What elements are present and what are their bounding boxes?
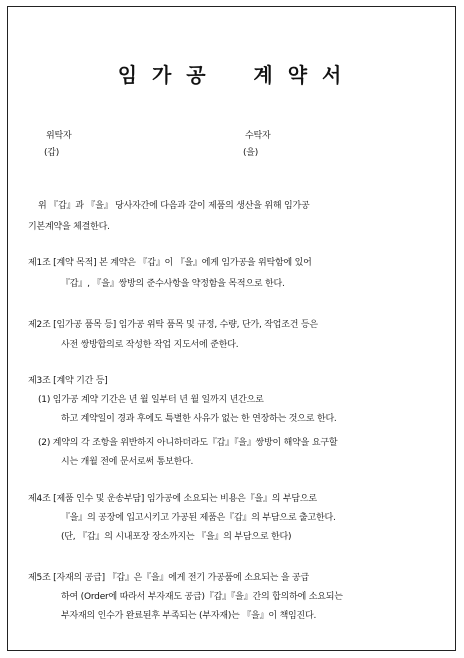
intro-line: 위 『갑』과 『을』 당사자간에 다음과 같이 제품의 생산을 위해 임가공 (38, 201, 310, 211)
contract-page (7, 6, 456, 651)
intro-line: 기본계약을 체결한다. (28, 222, 110, 232)
article-3-clause: (1) 임가공 계약 기간은 년 월 일부터 년 월 일까지 년간으로 (38, 395, 264, 405)
article-3-line: 하고 계약일이 경과 후에도 특별한 사유가 없는 한 연장하는 것으로 한다. (61, 414, 337, 424)
article-1-line: 『갑』, 『을』쌍방의 준수사항을 약정함을 목적으로 한다. (61, 279, 285, 289)
document-title: 임 가 공 계 약 서 (117, 63, 346, 87)
article-5-line: 부자재의 인수가 완료된후 부족되는 (부자재)는 『을』이 책임진다. (61, 611, 317, 621)
article-5-line: 하여 (Order에 따라서 부자재도 공급)『갑』『을』간의 합의하에 소요되는 (61, 592, 343, 602)
article-5-heading: 제5조 [자재의 공급] 『갑』은『을』에게 전기 가공품에 소요되는 을 공급 (28, 573, 309, 583)
article-3-clause: (2) 계약의 각 조항을 위반하지 아니하더라도『갑』『을』쌍방이 해약을 요구할 (38, 438, 338, 448)
article-4-line: (단, 『갑』의 시내포장 장소까지는 『을』의 부담으로 한다) (61, 532, 292, 542)
consignor-tag: (갑) (44, 148, 60, 158)
consignee-tag: (을) (243, 148, 259, 158)
article-3-heading: 제3조 [계약 기간 등] (28, 376, 108, 386)
article-4-heading: 제4조 [제품 인수 및 운송부담] 임가공에 소요되는 비용은『을』의 부담으로 (28, 494, 317, 504)
consignor-label: 위탁자 (46, 131, 72, 141)
article-2-heading: 제2조 [임가공 품목 등] 임가공 위탁 품목 및 규정, 수량, 단가, 작업조건 등은 (28, 320, 318, 330)
article-4-line: 『을』의 공장에 입고시키고 가공된 제품은『갑』의 부담으로 출고한다. (61, 513, 336, 523)
article-3-line: 시는 개월 전에 문서로써 통보한다. (61, 457, 194, 467)
article-2-line: 사전 쌍방합의로 작성한 작업 지도서에 준한다. (61, 340, 239, 350)
article-1-heading: 제1조 [계약 목적] 본 계약은 『갑』이 『을』에게 임가공을 위탁함에 있어 (28, 258, 312, 268)
consignee-label: 수탁자 (245, 131, 271, 141)
